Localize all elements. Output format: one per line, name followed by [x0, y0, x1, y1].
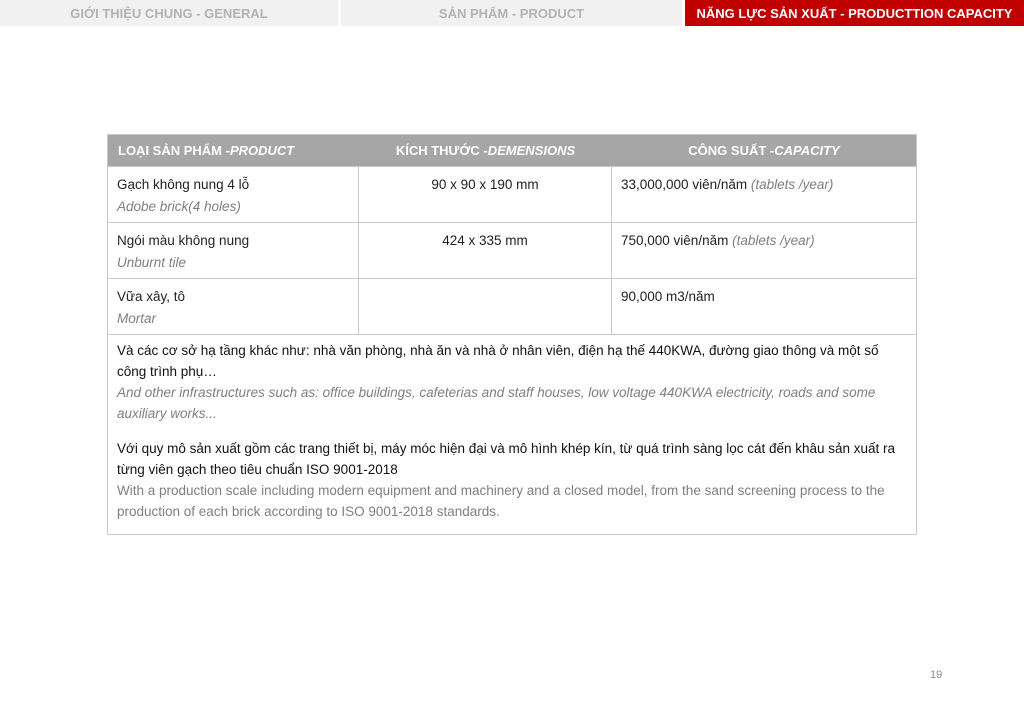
dimensions-cell: 424 x 335 mm: [359, 223, 612, 278]
product-cell: [108, 223, 359, 278]
header-capacity-vi: CÔNG SUẤT -: [688, 143, 775, 158]
tab-general[interactable]: GIỚI THIỆU CHUNG - GENERAL: [0, 0, 338, 26]
product-name-vi: Gạch không nung 4 lỗ: [117, 177, 250, 192]
table-row: [108, 222, 916, 278]
top-nav: [0, 0, 1024, 26]
tab-product[interactable]: SẢN PHẨM - PRODUCT: [341, 0, 682, 26]
dimensions-cell: 90 x 90 x 190 mm: [359, 167, 612, 222]
product-name-en: Adobe brick(4 holes): [117, 199, 241, 214]
header-capacity-en: CAPACITY: [774, 143, 840, 158]
table-row: [108, 278, 916, 334]
dimensions-cell: [359, 279, 612, 334]
capacity-unit: (tablets /year): [750, 177, 834, 192]
header-product-vi: LOẠI SẢN PHẨM -: [118, 143, 230, 158]
header-dimensions-vi: KÍCH THƯỚC -: [395, 143, 488, 158]
tab-production-capacity[interactable]: NĂNG LỰC SẢN XUẤT - PRODUCTTION CAPACITY: [685, 0, 1024, 26]
notes-spacer: [117, 424, 904, 438]
header-capacity: [612, 135, 916, 166]
capacity-cell: [612, 167, 916, 222]
product-name-vi: Vữa xây, tô: [117, 289, 186, 304]
product-name-en: Mortar: [117, 311, 157, 326]
capacity-value: 750,000 viên/năm: [621, 233, 733, 248]
capacity-cell: [612, 279, 916, 334]
table-header: [108, 135, 916, 166]
product-cell: [108, 167, 359, 222]
capacity-value: 90,000 m3/năm: [621, 289, 715, 304]
capacity-cell: [612, 223, 916, 278]
product-name-vi: Ngói màu không nung: [117, 233, 250, 248]
scale-note-vi: Với quy mô sản xuất gồm các trang thiết bị, máy móc hiện đại và mô hình khép kín, từ quá trình sàng lọc cát đến khâu sản xuất ra từng viên gạch theo tiêu chuẩn ISO 9001-2018: [117, 441, 896, 477]
header-dimensions: [359, 135, 612, 166]
infrastructure-note-en: And other infrastructures such as: office buildings, cafeterias and staff houses, low voltage 440KWA electricity, roads and some auxiliary works...: [117, 385, 876, 421]
scale-note-en: With a production scale including modern equipment and machinery and a closed model, from the sand screening process to the production of each brick according to ISO 9001-2018 standards.: [117, 483, 885, 519]
notes-cell: [108, 334, 916, 534]
page-number: 19: [930, 669, 943, 681]
header-product-en: PRODUCT: [229, 143, 295, 158]
header-product: [108, 135, 359, 166]
product-name-en: Unburnt tile: [117, 255, 187, 270]
table-row: [108, 166, 916, 222]
product-cell: [108, 279, 359, 334]
capacity-value: 33,000,000 viên/năm: [621, 177, 751, 192]
header-dimensions-en: DEMENSIONS: [487, 143, 576, 158]
capacity-unit: (tablets /year): [732, 233, 815, 248]
infrastructure-note-vi: Và các cơ sở hạ tầng khác như: nhà văn phòng, nhà ăn và nhà ở nhân viên, điện hạ thế 440KWA, đường giao thông và một số công trình phụ…: [117, 343, 879, 379]
capacity-table: [107, 134, 917, 535]
